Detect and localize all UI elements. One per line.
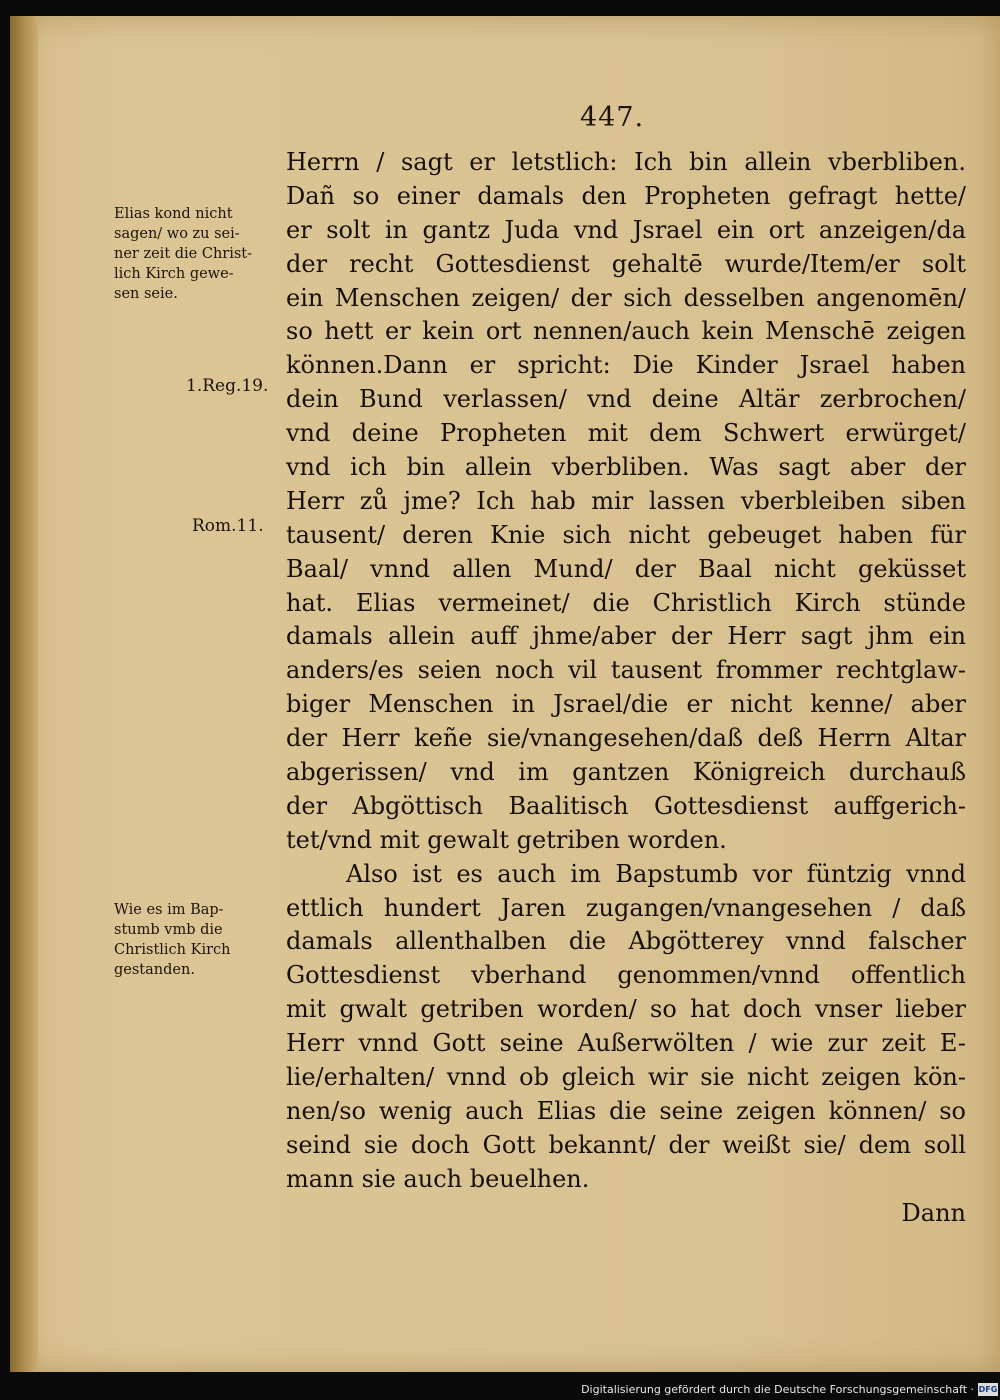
margin-note-line: sagen/ wo zu sei-	[114, 226, 240, 242]
text-line: er solt in gantz Juda vnd Jsrael ein ort anzeigen/da	[286, 215, 966, 244]
text-line: damals allenthalben die Abgötterey vnnd falscher	[286, 927, 966, 956]
margin-note-line: lich Kirch gewe-	[114, 266, 234, 282]
margin-note-elias	[114, 204, 252, 304]
margin-ref-rom: Rom.11.	[192, 516, 264, 536]
dfg-logo-icon: DFG	[978, 1385, 998, 1394]
footer-bar	[0, 1380, 1000, 1400]
main-text-block	[286, 146, 966, 1231]
text-line: dein Bund verlassen/ vnd deine Altär zerbrochen/	[286, 385, 966, 414]
text-line: mit gwalt getriben worden/ so hat doch vnser lieber	[286, 995, 966, 1024]
margin-notes	[10, 16, 280, 1372]
footer-credit: Digitalisierung gefördert durch die Deutsche Forschungsgemeinschaft ·	[581, 1383, 974, 1396]
text-line: nen/so wenig auch Elias die seine zeigen können/ so	[286, 1096, 966, 1125]
text-line: der Herr keñe sie/vnangesehen/daß deß Herrn Altar	[286, 724, 966, 753]
text-line: ettlich hundert Jaren zugangen/vnangesehen / daß	[286, 893, 966, 922]
text-line: tet/vnd mit gewalt getriben worden.	[286, 825, 727, 854]
text-line: vnd deine Propheten mit dem Schwert erwürget/	[286, 419, 966, 448]
text-line: der recht Gottesdienst gehaltē wurde/Item/er solt	[286, 249, 966, 278]
text-line: damals allein auff jhme/aber der Herr sagt jhm ein	[286, 622, 966, 651]
text-line: lie/erhalten/ vnnd ob gleich wir sie nicht zeigen kön-	[286, 1063, 966, 1092]
text-line: biger Menschen in Jsrael/die er nicht kenne/ aber	[286, 690, 966, 719]
text-line: Herrn / sagt er letstlich: Ich bin allein vberbliben.	[286, 148, 966, 176]
margin-note-line: gestanden.	[114, 962, 195, 978]
text-line: Gottesdienst vberhand genommen/vnnd offentlich	[286, 961, 966, 990]
margin-note-line: ner zeit die Christ-	[114, 246, 253, 262]
book-page	[10, 16, 1000, 1372]
text-line: abgerissen/ vnd im gantzen Königreich durchauß	[286, 758, 966, 787]
text-line: Baal/ vnnd allen Mund/ der Baal nicht geküsset	[286, 554, 966, 583]
margin-note-bapstumb	[114, 900, 230, 980]
text-line: vnd ich bin allein vberbliben. Was sagt aber der	[286, 453, 966, 482]
text-line: anders/es seien noch vil tausent frommer rechtglaw-	[286, 656, 966, 685]
margin-note-line: stumb vmb die	[114, 922, 223, 938]
text-line: Herr zů jme? Ich hab mir lassen vberbleiben siben	[286, 486, 966, 515]
text-line: Herr vnnd Gott seine Außerwölten / wie zur zeit E-	[286, 1029, 966, 1058]
margin-note-line: Wie es im Bap-	[114, 902, 224, 918]
page-number: 447.	[580, 102, 645, 133]
margin-note-line: sen seie.	[114, 286, 178, 302]
margin-ref-reg: 1.Reg.19.	[186, 376, 269, 396]
catchword: Dann	[901, 1198, 966, 1227]
text-line: können.Dann er spricht: Die Kinder Jsrael haben	[286, 351, 966, 380]
text-line: ein Menschen zeigen/ der sich desselben angenomēn/	[286, 283, 966, 312]
text-line: der Abgöttisch Baalitisch Gottesdienst auffgerich-	[286, 791, 966, 820]
text-line: so hett er kein ort nennen/auch kein Menschē zeigen	[286, 317, 966, 346]
text-line: hat. Elias vermeinet/ die Christlich Kirch stünde	[286, 588, 966, 617]
margin-note-line: Christlich Kirch	[114, 942, 231, 958]
text-line: mann sie auch beuelhen.	[286, 1164, 590, 1193]
text-line: Also ist es auch im Bapstumb vor füntzig vnnd	[346, 859, 966, 888]
text-line: tausent/ deren Knie sich nicht gebeuget haben für	[286, 520, 966, 549]
text-line: Dañ so einer damals den Propheten gefragt hette/	[286, 181, 966, 210]
text-line: seind sie doch Gott bekannt/ der weißt sie/ dem soll	[286, 1130, 966, 1159]
margin-note-line: Elias kond nicht	[114, 206, 233, 222]
